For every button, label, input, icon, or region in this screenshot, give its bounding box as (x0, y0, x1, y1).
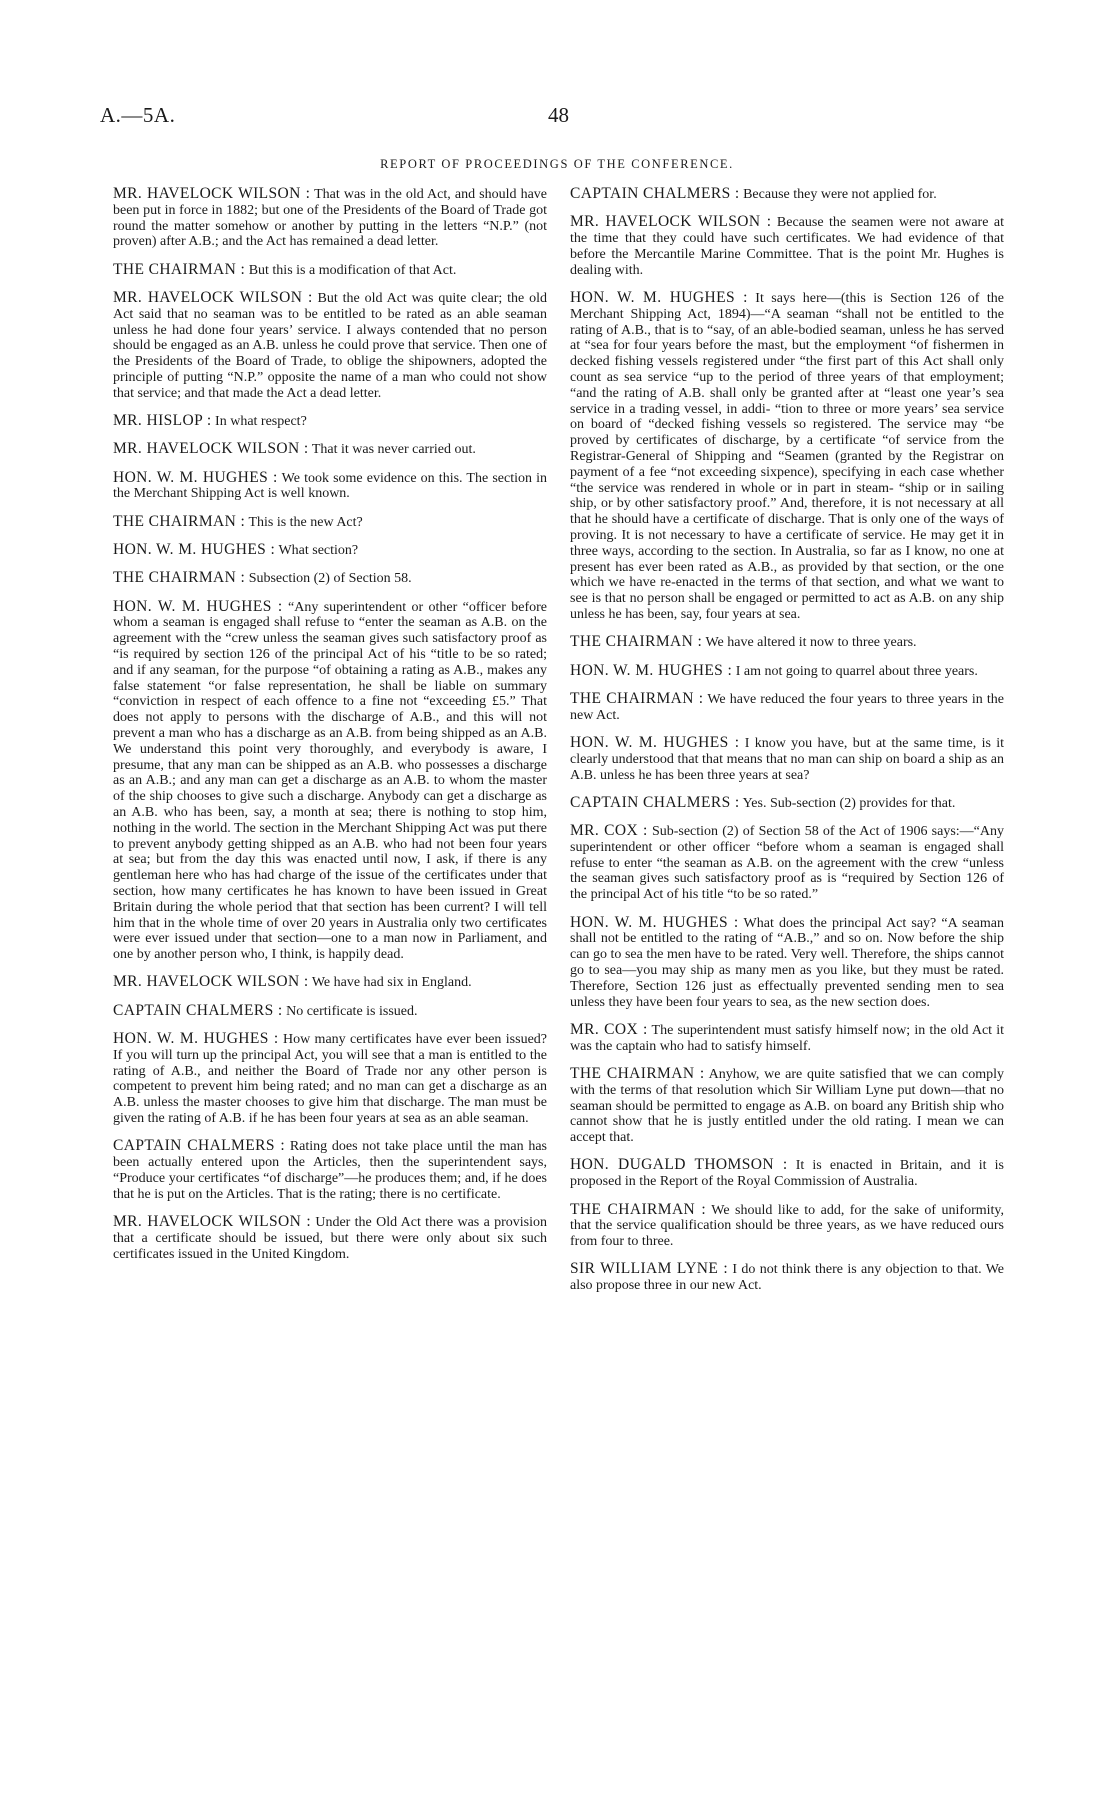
paragraph (113, 1031, 547, 1127)
speaker: HON. DUGALD THOMSON : (570, 1156, 788, 1174)
speech: But this is a modification of that Act. (248, 262, 457, 278)
speech: In what respect? (215, 414, 307, 430)
speech: This is the new Act? (248, 514, 363, 530)
speaker: SIR WILLIAM LYNE : (570, 1260, 729, 1278)
speech: We took some evidence on this. The section in the Merchant Shipping Act is well known. (113, 470, 547, 502)
paragraph (113, 1214, 547, 1262)
paragraph (570, 1157, 1004, 1190)
paragraph (113, 599, 547, 963)
speech: That it was never carried out. (311, 442, 476, 458)
speech: We have altered it now to three years. (705, 635, 917, 651)
left-column (113, 186, 547, 1274)
speech: Anyhow, we are quite satisfied that we can comply with the terms of that resolution which Sir William Lyne put down—that no seaman should be permitted to engage as A.B. on board any British ship who cannot show that he is justly entitled under the old rating. I mean we can accept that. (570, 1066, 1004, 1146)
paragraph (113, 542, 547, 559)
speech: Rating does not take place until the man has been actually entered upon the Articles, then the superintendent says, “Produce your certificates “of discharge”—he produces them; and, if he does that he is put on the Articles. That is the rating; there is no certificate. (113, 1139, 548, 1202)
speech: It says here—(this is Section 126 of the Merchant Shipping Act, 1894)—“A seaman “shall not be entitled to the rating of A.B., that is to “say, of an able-bodied seaman, unless he has served at “sea for four years before the mast, but the employment “of fishermen in decked fishing vessels registered under “the first part of this Act shall only count as sea service “up to the period of three years of that employment; “and the rating of A.B. shall only be granted after at “least one year’s sea service in a trading vessel, in addi- “tion to three or more years’ sea service on board of “decked fishing vessels so registered. The service may “be proved by certificates of discharge, by a certificate “of service from the Registrar-General of Shipping and “Seamen (granted by the Registrar on payment of a fee “not exceeding sixpence), specifying in each case whether “the service was rendered in whole or in part in steam- “ship or in sailing ship, or by other satisfactory proof.” And, therefore, it is not necessary at all that he should have a certificate of discharge. That is only one of the ways of proving. It is not necessary to have a certificate of service. He may get it in three ways, according to the section. In Australia, so far as I know, no one at present has ever been rated as A.B., as provided by that section, or the one which we have re-enacted in the terms of that section, and what we want to see is that no person shall be engaged or permitted to act as A.B. on any ship unless he has been, say, four years at sea. (570, 290, 1004, 622)
paragraph (570, 691, 1004, 724)
speech: Because they were not applied for. (743, 187, 937, 202)
speech: We should like to add, for the sake of uniformity, that the service qualification should be three years, as we have reduced ours from four to three. (570, 1202, 1004, 1250)
speaker: CAPTAIN CHALMERS : (113, 1137, 286, 1155)
speaker: THE CHAIRMAN : (570, 1200, 707, 1218)
speech: I know you have, but at the same time, is it clearly understood that that means that no man can ship on board a ship as an A.B. unless he has been three years at sea? (570, 735, 1005, 783)
speaker: MR. HAVELOCK WILSON : (113, 1213, 312, 1231)
speech: I do not think there is any objection to that. We also propose three in our new Act. (570, 1262, 1005, 1294)
paragraph (570, 634, 1004, 651)
paragraph (570, 214, 1004, 278)
running-header: REPORT OF PROCEEDINGS OF THE CONFERENCE. (380, 157, 734, 171)
speech: No certificate is issued. (286, 1003, 418, 1019)
paragraph (570, 735, 1004, 783)
speaker: CAPTAIN CHALMERS : (570, 185, 740, 202)
paragraph (570, 915, 1004, 1011)
speaker: HON. W. M. HUGHES : (570, 288, 748, 306)
speaker: MR. COX : (570, 822, 648, 840)
speech: Yes. Sub-section (2) provides for that. (742, 795, 956, 811)
speaker: HON. W. M. HUGHES : (113, 541, 276, 559)
speech: What does the principal Act say? “A seaman shall not be entitled to the rating of “A.B.,” and so on. Now before the ship can go to sea the men have to be rated. Very well. Therefore, the ships cannot go to sea—you may ship as many men as you like, but they must be rated. Therefore, Section 126 just as effectually prevented sending men to sea unless they have been four years to sea, as the new section does. (570, 915, 1004, 1010)
speaker: THE CHAIRMAN : (570, 633, 703, 651)
speech: What section? (278, 543, 359, 559)
speaker: HON. W. M. HUGHES : (570, 733, 740, 751)
speech: I am not going to quarrel about three years. (735, 663, 978, 679)
speaker: THE CHAIRMAN : (113, 260, 246, 278)
speaker: MR. HAVELOCK WILSON : (113, 288, 313, 306)
paragraph (113, 1003, 547, 1020)
speaker: MR. COX : (570, 1020, 648, 1038)
speaker: CAPTAIN CHALMERS : (570, 793, 740, 811)
speech: The superintendent must satisfy himself now; in the old Act it was the captain who had to satisfy himself. (570, 1022, 1004, 1054)
paragraph (113, 974, 547, 991)
paragraph (570, 290, 1004, 623)
document-reference: A.—5A. (100, 103, 176, 127)
paragraph (570, 1022, 1004, 1055)
speaker: MR. HISLOP : (113, 412, 212, 430)
paragraph (113, 186, 547, 250)
speaker: MR. HAVELOCK WILSON : (113, 973, 309, 991)
speaker: HON. W. M. HUGHES : (570, 661, 733, 679)
speaker: THE CHAIRMAN : (113, 512, 246, 530)
speech: It is enacted in Britain, and it is proposed in the Report of the Royal Commission of Australia. (570, 1158, 1004, 1190)
speaker: MR. HAVELOCK WILSON : (113, 185, 311, 202)
paragraph (570, 1261, 1004, 1294)
right-column (570, 186, 1004, 1306)
paragraph (570, 186, 1004, 203)
speech: That was in the old Act, and should have been put in force in 1882; but one of the Presidents of the Board of Trade got round the matter somehow or another by putting in the letters “N.P.” (not proven) after A.B.; and the Act has remained a dead letter. (113, 187, 547, 250)
speech: Subsection (2) of Section 58. (248, 571, 412, 587)
paragraph (570, 1066, 1004, 1146)
speaker: THE CHAIRMAN : (570, 689, 704, 707)
paragraph (570, 823, 1004, 903)
speaker: HON. W. M. HUGHES : (570, 913, 739, 931)
speaker: MR. HAVELOCK WILSON : (570, 213, 772, 231)
speech: Because the seamen were not aware at the time that they could have such certificates. We had evidence of that before the Mercantile Marine Committee. That is the point Mr. Hughes is dealing with. (570, 215, 1004, 278)
paragraph (113, 290, 547, 402)
speech: Under the Old Act there was a provision that a certificate should be issued, but there were only about six such certificates issued in the United Kingdom. (113, 1215, 548, 1262)
speech: “Any superintendent or other “officer before whom a seaman is engaged shall refuse to “enter the seaman as A.B. on the agreement with the “crew unless the seaman gives such satisfactory proof as “is required by section 126 of the principal Act of his “title to be so rated; and if any seaman, for the purpose “of obtaining a rating as A.B., makes any false statement “or false representation, he shall be liable on summary “conviction in respect of each offence to a fine not “exceeding £5.” That does not apply to persons with the discharge of A.B., and this will not prevent a man who has a discharge as an A.B. from being shipped as an A.B. We understand this point very thoroughly, and everybody is aware, I presume, that any man can be shipped as an A.B. who possesses a discharge as an A.B.; and any man can get a discharge as an A.B. to whom the master of the ship chooses to give such a discharge. Anybody can get a discharge as an A.B. who has been, say, a month at sea; there is nothing to stop him, nothing in the world. The section in the Merchant Shipping Act was put there to prevent anybody getting shipped as an A.B. who had not been four years at sea; but from the day this was enacted until now, I ask, if there is any gentleman here who has had charge of the issue of the certificates under that section, how many certificates he has known to have been issued in Great Britain during the whole period that that section has been current? I will tell him that in the whole time of over 20 years in Australia only two certificates were ever issued under that section—one to a man now in Parliament, and one by another person who, I think, is happily dead. (113, 599, 548, 963)
paragraph (570, 663, 1004, 680)
paragraph (113, 413, 547, 430)
speaker: HON. W. M. HUGHES : (113, 1030, 279, 1048)
speech: We have reduced the four years to three years in the new Act. (570, 691, 1004, 723)
speaker: HON. W. M. HUGHES : (113, 597, 283, 615)
paragraph (113, 441, 547, 458)
paragraph (113, 262, 547, 279)
speaker: CAPTAIN CHALMERS : (113, 1001, 283, 1019)
page-number: 48 (548, 103, 569, 127)
paragraph (113, 1138, 547, 1202)
speaker: HON. W. M. HUGHES : (113, 468, 278, 486)
paragraph (113, 470, 547, 503)
speaker: THE CHAIRMAN : (113, 569, 246, 587)
paragraph (570, 795, 1004, 812)
speaker: MR. HAVELOCK WILSON : (113, 440, 309, 458)
speech: We have had six in England. (311, 975, 472, 991)
speech: But the old Act was quite clear; the old Act said that no seaman was to be entitled to be rated as an able seaman unless he had done four years’ service. I always contended that no person should be engaged as an A.B. unless he could prove that service. Then one of the Presidents of the Board of Trade, to oblige the shipowners, adopted the principle of putting “N.P.” opposite the name of a man who could not show that service; and that made the Act a dead letter. (113, 290, 547, 401)
speech: How many certificates have ever been issued? If you will turn up the principal Act, you will see that a man is entitled to the rating of A.B., and neither the Board of Trade nor any other person is competent to prevent him being rated; and no man can get a discharge as an A.B. unless the master chooses to give him that discharge. The man must be given the rating of A.B. if he has been four years at sea as an able seaman. (113, 1032, 548, 1127)
paragraph (570, 1202, 1004, 1250)
speaker: THE CHAIRMAN : (570, 1064, 705, 1082)
paragraph (113, 514, 547, 531)
paragraph (113, 570, 547, 587)
speech: Sub-section (2) of Section 58 of the Act of 1906 says:—“Any superintendent or other officer “before whom a seaman is engaged shall refuse to enter “the seaman as A.B. on the agreement with the crew “unless the seaman gives such satisfactory proof as is “required by Section 126 of the principal Act of his title “to be so rated.” (570, 824, 1005, 903)
